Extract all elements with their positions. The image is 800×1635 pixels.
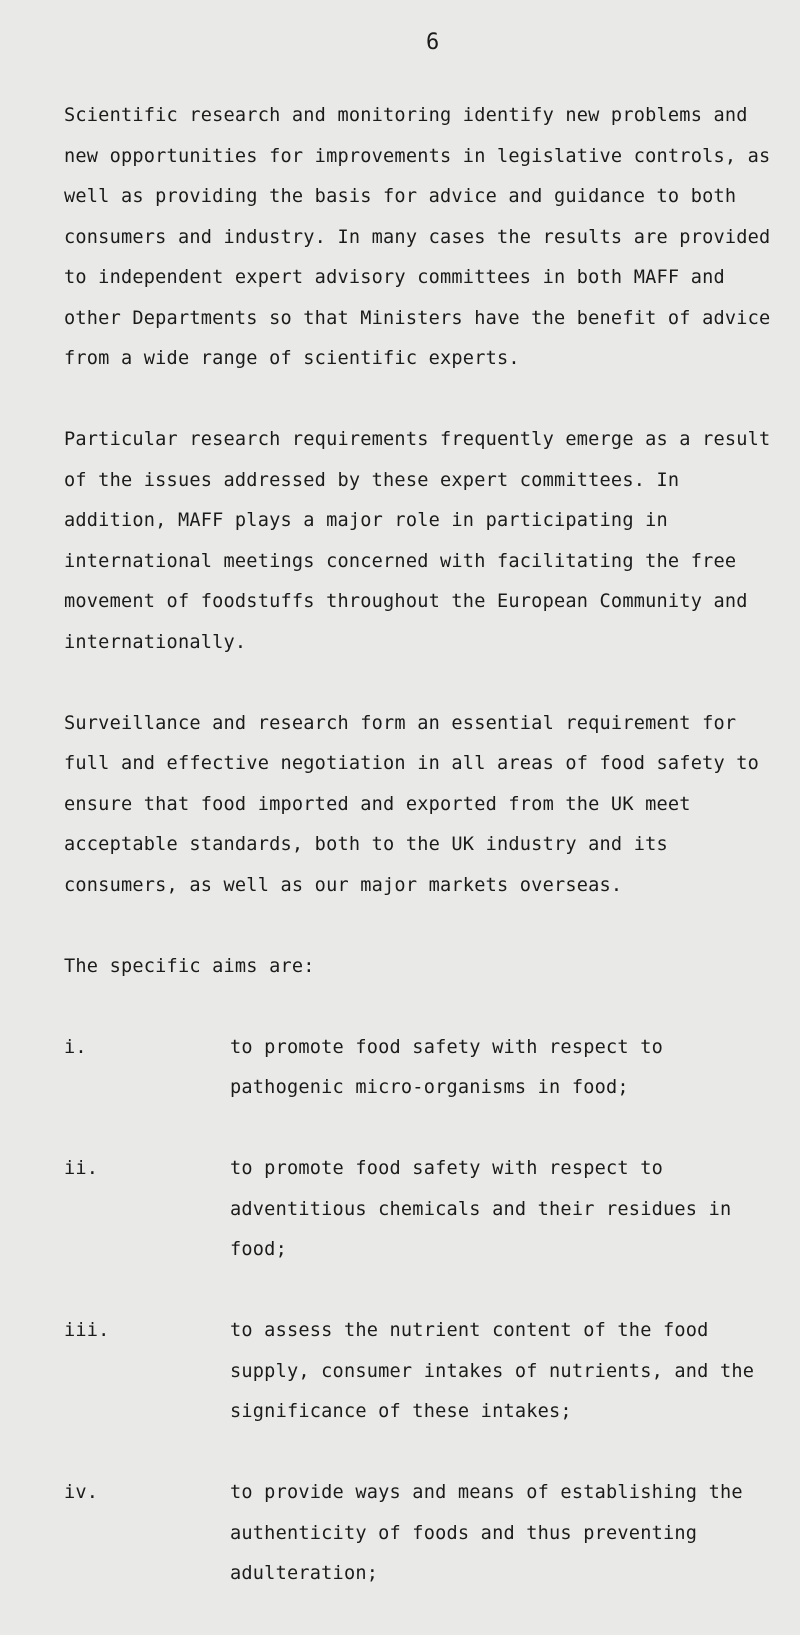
- aim-text: to promote food safety with respect to adventitious chemicals and their residues in food;: [230, 1158, 732, 1260]
- aim-item: [64, 1149, 784, 1271]
- page-number: 6: [426, 30, 440, 55]
- paragraph-research-requirements: Particular research requirements frequently emerge as a result of the issues addressed by these expert committees. In addition, MAFF plays a major role in participating in international meetings concerned with facilitating the free movement of foodstuffs throughout the European Community and internationally.: [64, 429, 771, 653]
- aim-item: [64, 1311, 784, 1433]
- aim-item: [64, 1473, 784, 1595]
- aim-numeral: iii.: [64, 1320, 110, 1341]
- document-body: [64, 96, 784, 1635]
- aim-numeral: i.: [64, 1036, 87, 1058]
- aims-intro: The specific aims are:: [64, 955, 315, 977]
- aim-text: to provide ways and means of establishing the authenticity of foods and thus preventing adulteration;: [230, 1482, 743, 1584]
- paragraph-surveillance: Surveillance and research form an essential requirement for full and effective negotiation in all areas of food safety to ensure that food imported and exported from the UK meet acceptable standards, both to the UK industry and its consumers, as well as our major markets overseas.: [64, 712, 760, 896]
- aim-numeral: ii.: [64, 1158, 99, 1179]
- paragraph-research-monitoring: Scientific research and monitoring identify new problems and new opportunities for improvements in legislative controls, as well as providing the basis for advice and guidance to both consumers and industry. In many cases the results are provided to independent expert advisory committees in both MAFF and other Departments so that Ministers have the benefit of advice from a wide range of scientific experts.: [64, 105, 771, 369]
- aim-text: to assess the nutrient content of the food supply, consumer intakes of nutrients, and the significance of these intakes;: [230, 1320, 755, 1422]
- aim-text: to promote food safety with respect to pathogenic micro-organisms in food;: [230, 1036, 663, 1098]
- aim-item: [64, 1028, 784, 1109]
- aim-numeral: iv.: [64, 1482, 99, 1503]
